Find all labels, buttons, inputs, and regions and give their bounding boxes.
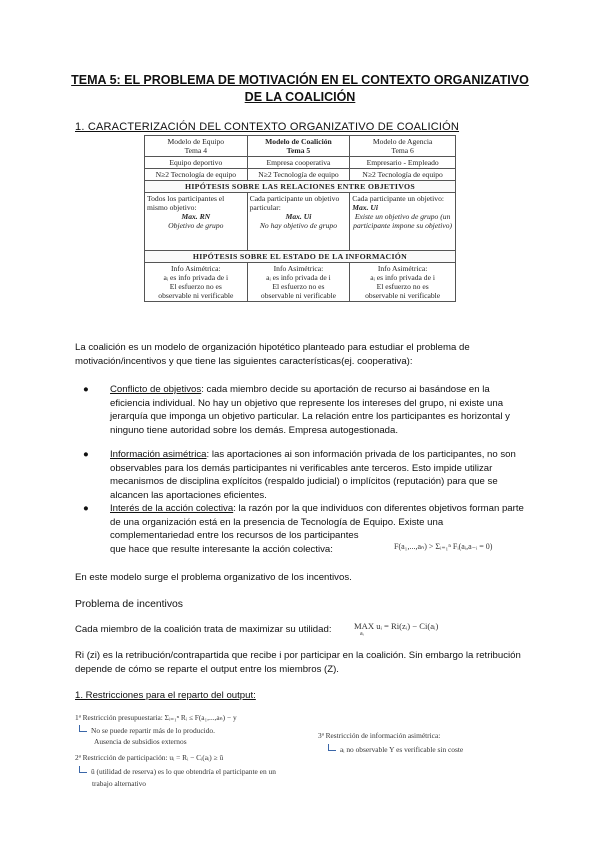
table-section-row xyxy=(145,251,456,263)
ri-paragraph: Ri (zi) es la retribución/contrapartida que recibe i por participar en la coalición. Sin embargo la retribución depende de cómo se reparte el output entre los miembros (Z). xyxy=(75,650,521,675)
formula-utility: MAX uᵢ = Ri(zᵢ) − Ci(aᵢ) aᵢ xyxy=(354,621,439,637)
table-cell: Empresario - Empleado xyxy=(350,157,456,169)
header-agencia: Modelo de Agencia Tema 6 xyxy=(350,136,456,157)
info-cell-equipo: Info Asimétrica: aᵢ es info privada de i El esfuerzo no es observable ni verificable xyxy=(145,263,248,302)
corner-arrow-icon xyxy=(79,766,87,773)
header-coalicion: Modelo de Coalición Tema 5 xyxy=(247,136,350,157)
restriction-3-note: aᵢ no observable Y es verificable sin coste xyxy=(328,744,463,755)
bullet-term: Conflicto de objetivos xyxy=(110,384,202,395)
bullet-dot-icon: ● xyxy=(83,503,89,514)
relation-cell-equipo: Todos los participantes el mismo objetivo: Max. RN Objetivo de grupo xyxy=(145,193,248,251)
corner-arrow-icon xyxy=(328,744,336,751)
bullet-text: : la razón por la que individuos con diferentes objetivos forman parte de una organización está en la presencia de Tecnología de Equipo. Existe una complementariedad entre los recursos de los participantes xyxy=(110,503,524,542)
section-heading-caracterizacion: 1. CARACTERIZACIÓN DEL CONTEXTO ORGANIZATIVO DE COALICIÓN xyxy=(75,121,460,133)
bullet-term: Información asimétrica xyxy=(110,449,207,460)
bullet-tail: que hace que resulte interesante la acción colectiva: xyxy=(110,543,333,555)
table-section-row xyxy=(145,181,456,193)
header-equipo: Modelo de Equipo Tema 4 xyxy=(145,136,248,157)
hypothesis-info-heading: HIPÓTESIS SOBRE EL ESTADO DE LA INFORMACIÓN xyxy=(145,251,456,263)
restriction-presupuestaria: 1ª Restricción presupuestaria: Σᵢ₌₁ⁿ Rᵢ ≤ F(a₁,...,aₙ) − y xyxy=(75,713,237,722)
table-header-row xyxy=(145,136,456,157)
table-cell: N≥2 Tecnología de equipo xyxy=(247,169,350,181)
title-line-2: DE LA COALICIÓN xyxy=(244,90,356,104)
hypothesis-relations-heading: HIPÓTESIS SOBRE LAS RELACIONES ENTRE OBJETIVOS xyxy=(145,181,456,193)
restrictions-heading: 1. Restricciones para el reparto del output: xyxy=(75,690,256,701)
table-cell: Equipo deportivo xyxy=(145,157,248,169)
incentives-paragraph: En este modelo surge el problema organizativo de los incentivos. xyxy=(75,572,352,583)
bullet-term: Interés de la acción colectiva xyxy=(110,503,234,514)
table-cell: N≥2 Tecnología de equipo xyxy=(350,169,456,181)
bullet-text: : las aportaciones ai son información privada de los participantes, no son observables para los demás participantes ni verificables ante terceros. Esto impide utilizar mecanismos de disciplina explícitos (respaldo judicial) o implícitos (reputación) para que se alcancen las aportaciones eficientes. xyxy=(110,449,516,501)
relation-cell-agencia: Cada participante un objetivo: Max. Ui Existe un objetivo de grupo (un participante impone su objetivo) xyxy=(350,193,456,251)
maximize-text: Cada miembro de la coalición trata de maximizar su utilidad: xyxy=(75,624,332,635)
bullet-conflicto xyxy=(83,383,524,437)
restriction-1-note-2: Ausencia de subsidios externos xyxy=(94,737,187,746)
restriction-2-note: ū (utilidad de reserva) es lo que obtendría el participante en un xyxy=(79,766,276,777)
table-row xyxy=(145,263,456,302)
restriction-2-note-2: trabajo alternativo xyxy=(92,779,146,788)
restriction-participacion: 2ª Restricción de participación: uᵢ = Rᵢ − Cᵢ(aᵢ) ≥ ū xyxy=(75,753,224,762)
title-line-1: TEMA 5: EL PROBLEMA DE MOTIVACIÓN EN EL CONTEXTO ORGANIZATIVO xyxy=(71,73,529,87)
bullet-informacion xyxy=(83,448,524,502)
restriction-1-note: No se puede repartir más de lo producido. xyxy=(79,725,215,736)
info-cell-coalicion: Info Asimétrica: aᵢ es info privada de i El esfuerzo no es observable ni verificable xyxy=(247,263,350,302)
restriction-informacion: 3ª Restricción de información asimétrica: xyxy=(318,731,441,740)
bullet-text: : cada miembro decide su aportación de recurso ai basándose en la eficiencia individual. No hay un objetivo que represente los intereses del grupo, ni existe una jerarquía que imponga un objetivo particular. La relación entre los participantes es horizontal y ninguno tiene autoridad sobre los demás. Empresa autogestionada. xyxy=(110,384,510,436)
comparison-table xyxy=(144,135,456,302)
page-title xyxy=(60,72,540,106)
table-row xyxy=(145,157,456,169)
table-cell: N≥2 Tecnología de equipo xyxy=(145,169,248,181)
corner-arrow-icon xyxy=(79,725,87,732)
table-row xyxy=(145,193,456,251)
relation-cell-coalicion: Cada participante un objetivo particular: Max. Ui No hay objetivo de grupo xyxy=(247,193,350,251)
bullet-dot-icon: ● xyxy=(83,384,89,395)
bullet-dot-icon: ● xyxy=(83,449,89,460)
table-row xyxy=(145,169,456,181)
intro-paragraph: La coalición es un modelo de organización hipotético planteado para estudiar el problema de motivación/incentivos y que tiene las siguientes características(ej. cooperativa): xyxy=(75,342,470,367)
info-cell-agencia: Info Asimétrica: aᵢ es info privada de i El esfuerzo no es observable ni verificable xyxy=(350,263,456,302)
subheading-problema: Problema de incentivos xyxy=(75,599,184,610)
table-cell: Empresa cooperativa xyxy=(247,157,350,169)
formula-collective-action: F(a₁,...,aₙ) > Σᵢ₌₁ⁿ Fᵢ(aᵢ,a₋ᵢ = 0) xyxy=(394,542,493,551)
